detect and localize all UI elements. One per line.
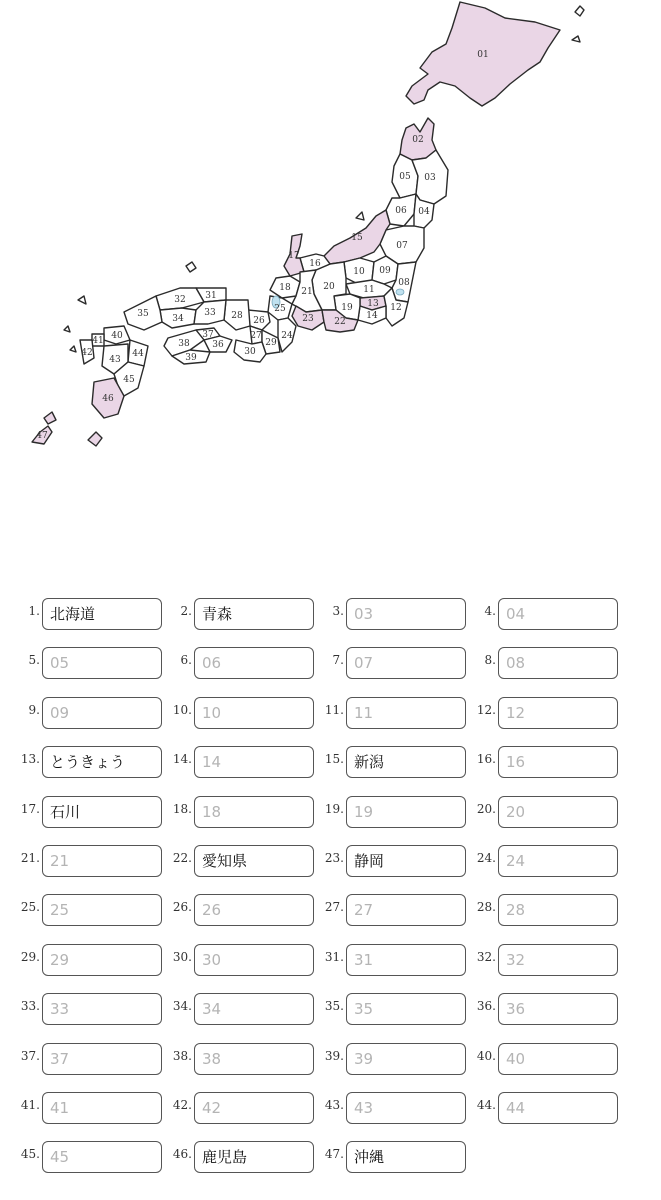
quiz-item-number: 47. bbox=[324, 1147, 344, 1162]
answer-field[interactable]: 03 bbox=[346, 598, 466, 630]
answer-field[interactable]: 09 bbox=[42, 697, 162, 729]
quiz-item bbox=[318, 790, 470, 839]
island-shape bbox=[78, 296, 86, 304]
answer-field[interactable]: 14 bbox=[194, 746, 314, 778]
answer-field[interactable]: 26 bbox=[194, 894, 314, 926]
map-label-41: 41 bbox=[92, 336, 104, 346]
quiz-item bbox=[14, 987, 166, 1036]
map-label-46: 46 bbox=[102, 394, 114, 404]
map-label-42: 42 bbox=[81, 348, 93, 358]
island-shape bbox=[186, 262, 196, 272]
quiz-item-number: 31. bbox=[324, 949, 344, 964]
map-label-03: 03 bbox=[424, 173, 436, 183]
quiz-item bbox=[318, 888, 470, 937]
map-label-13: 13 bbox=[367, 299, 379, 309]
answer-field[interactable]: 24 bbox=[498, 845, 618, 877]
answer-field[interactable]: 11 bbox=[346, 697, 466, 729]
answer-field[interactable]: 44 bbox=[498, 1092, 618, 1124]
quiz-item-number: 27. bbox=[324, 900, 344, 915]
map-label-01: 01 bbox=[477, 50, 489, 60]
quiz-item bbox=[14, 839, 166, 888]
quiz-item-number: 18. bbox=[172, 801, 192, 816]
answer-field[interactable]: 沖縄 bbox=[346, 1141, 466, 1173]
map-label-47: 47 bbox=[36, 431, 48, 441]
quiz-item-number: 7. bbox=[332, 653, 344, 668]
island-shape bbox=[70, 346, 76, 352]
island-shape bbox=[88, 432, 102, 446]
quiz-item bbox=[318, 1037, 470, 1086]
map-label-18: 18 bbox=[279, 283, 291, 293]
answer-field[interactable]: 27 bbox=[346, 894, 466, 926]
map-label-11: 11 bbox=[363, 285, 375, 295]
answer-field[interactable]: 30 bbox=[194, 944, 314, 976]
answer-field[interactable]: 18 bbox=[194, 796, 314, 828]
answer-field[interactable]: 愛知県 bbox=[194, 845, 314, 877]
quiz-item-number: 3. bbox=[332, 604, 344, 618]
quiz-item-number: 33. bbox=[20, 999, 40, 1014]
quiz-item-number: 4. bbox=[484, 604, 496, 618]
map-label-10: 10 bbox=[353, 267, 365, 277]
map-label-05: 05 bbox=[399, 172, 411, 182]
quiz-item-number: 9. bbox=[28, 702, 40, 717]
quiz-item bbox=[470, 641, 622, 690]
answer-field[interactable]: 12 bbox=[498, 697, 618, 729]
answer-field[interactable]: 10 bbox=[194, 697, 314, 729]
quiz-item-number: 34. bbox=[172, 999, 192, 1014]
quiz-item bbox=[166, 1135, 318, 1184]
answer-field[interactable]: 31 bbox=[346, 944, 466, 976]
quiz-item-number: 8. bbox=[484, 653, 496, 668]
map-label-06: 06 bbox=[395, 206, 407, 216]
island-shape bbox=[575, 6, 584, 16]
island-shape bbox=[572, 36, 580, 42]
map-label-16: 16 bbox=[309, 259, 321, 269]
quiz-item bbox=[318, 592, 470, 641]
quiz-item-number: 24. bbox=[476, 850, 496, 865]
map-label-04: 04 bbox=[418, 207, 430, 217]
quiz-item bbox=[14, 1135, 166, 1184]
quiz-item-number: 12. bbox=[476, 702, 496, 717]
quiz-item bbox=[318, 691, 470, 740]
answer-field[interactable]: 43 bbox=[346, 1092, 466, 1124]
map-label-44: 44 bbox=[132, 349, 144, 359]
map-label-07: 07 bbox=[396, 241, 408, 251]
map-label-37: 37 bbox=[202, 330, 214, 340]
quiz-item bbox=[318, 740, 470, 789]
quiz-item bbox=[166, 592, 318, 641]
quiz-item bbox=[470, 1037, 622, 1086]
answer-field[interactable]: 36 bbox=[498, 993, 618, 1025]
quiz-item bbox=[166, 691, 318, 740]
answer-field[interactable]: 08 bbox=[498, 647, 618, 679]
quiz-item bbox=[166, 938, 318, 987]
quiz-item-number: 42. bbox=[172, 1097, 192, 1112]
answer-field[interactable]: 青森 bbox=[194, 598, 314, 630]
answer-field[interactable]: とうきょう bbox=[42, 746, 162, 778]
map-label-20: 20 bbox=[323, 282, 335, 292]
quiz-item-number: 10. bbox=[172, 702, 192, 717]
quiz-item-number: 37. bbox=[20, 1048, 40, 1063]
answer-field[interactable]: 19 bbox=[346, 796, 466, 828]
quiz-item bbox=[14, 691, 166, 740]
quiz-item bbox=[166, 1037, 318, 1086]
quiz-item bbox=[166, 1086, 318, 1135]
map-label-32: 32 bbox=[174, 295, 186, 305]
quiz-item bbox=[318, 938, 470, 987]
answer-field[interactable]: 28 bbox=[498, 894, 618, 926]
answer-field[interactable]: 32 bbox=[498, 944, 618, 976]
answer-field[interactable]: 33 bbox=[42, 993, 162, 1025]
quiz-item bbox=[318, 641, 470, 690]
map-label-33: 33 bbox=[204, 308, 216, 318]
map-label-17: 17 bbox=[288, 251, 300, 261]
quiz-item-number: 30. bbox=[172, 949, 192, 964]
quiz-item-number: 13. bbox=[20, 752, 40, 767]
answer-field[interactable]: 39 bbox=[346, 1043, 466, 1075]
map-label-43: 43 bbox=[109, 355, 121, 365]
quiz-item bbox=[318, 1135, 470, 1184]
answer-field[interactable]: 40 bbox=[498, 1043, 618, 1075]
map-label-34: 34 bbox=[172, 314, 184, 324]
island-shape bbox=[44, 412, 56, 424]
map-label-27: 27 bbox=[250, 331, 262, 341]
quiz-item bbox=[14, 740, 166, 789]
quiz-item-number: 25. bbox=[20, 900, 40, 915]
quiz-item-number: 16. bbox=[476, 752, 496, 767]
quiz-item-number: 19. bbox=[324, 801, 344, 816]
quiz-item bbox=[470, 1086, 622, 1135]
quiz-item bbox=[14, 641, 166, 690]
quiz-item-number: 41. bbox=[20, 1097, 40, 1112]
quiz-item-number: 40. bbox=[476, 1048, 496, 1063]
answer-field[interactable]: 06 bbox=[194, 647, 314, 679]
map-label-25: 25 bbox=[274, 304, 286, 314]
quiz-item bbox=[318, 1086, 470, 1135]
quiz-item bbox=[470, 987, 622, 1036]
quiz-item-number: 39. bbox=[324, 1048, 344, 1063]
quiz-item bbox=[470, 888, 622, 937]
quiz-item bbox=[166, 987, 318, 1036]
quiz-item-number: 5. bbox=[28, 653, 40, 668]
answer-field[interactable]: 45 bbox=[42, 1141, 162, 1173]
answer-field[interactable]: 05 bbox=[42, 647, 162, 679]
quiz-item bbox=[470, 839, 622, 888]
quiz-item-number: 6. bbox=[180, 653, 192, 668]
answer-field[interactable]: 16 bbox=[498, 746, 618, 778]
map-label-22: 22 bbox=[334, 317, 346, 327]
answer-field[interactable]: 37 bbox=[42, 1043, 162, 1075]
quiz-item-number: 29. bbox=[20, 949, 40, 964]
answer-field[interactable]: 静岡 bbox=[346, 845, 466, 877]
map-label-28: 28 bbox=[231, 311, 243, 321]
quiz-item-number: 15. bbox=[324, 752, 344, 767]
map-label-31: 31 bbox=[205, 291, 217, 301]
quiz-item bbox=[470, 592, 622, 641]
answer-field[interactable]: 41 bbox=[42, 1092, 162, 1124]
answer-field[interactable]: 21 bbox=[42, 845, 162, 877]
quiz-item bbox=[470, 691, 622, 740]
answer-field[interactable]: 鹿児島 bbox=[194, 1141, 314, 1173]
answer-field[interactable]: 石川 bbox=[42, 796, 162, 828]
quiz-item bbox=[318, 839, 470, 888]
map-label-40: 40 bbox=[111, 331, 123, 341]
quiz-item bbox=[470, 938, 622, 987]
lake-kasumigaura bbox=[396, 289, 404, 295]
quiz-item bbox=[14, 1086, 166, 1135]
map-label-39: 39 bbox=[185, 353, 197, 363]
quiz-item bbox=[14, 790, 166, 839]
quiz-item-number: 21. bbox=[20, 850, 40, 865]
map-label-09: 09 bbox=[379, 266, 391, 276]
map-label-36: 36 bbox=[212, 340, 224, 350]
map-label-30: 30 bbox=[244, 347, 256, 357]
quiz-item bbox=[166, 740, 318, 789]
quiz-item-number: 20. bbox=[476, 801, 496, 816]
quiz-item-number: 45. bbox=[20, 1147, 40, 1162]
map-label-29: 29 bbox=[265, 338, 277, 348]
quiz-item bbox=[14, 592, 166, 641]
quiz-item-number: 1. bbox=[28, 604, 40, 618]
answer-field[interactable]: 07 bbox=[346, 647, 466, 679]
map-label-23: 23 bbox=[302, 314, 314, 324]
map-label-14: 14 bbox=[366, 311, 378, 321]
map-label-02: 02 bbox=[412, 135, 424, 145]
quiz-item bbox=[166, 641, 318, 690]
answer-field[interactable]: 35 bbox=[346, 993, 466, 1025]
map-label-19: 19 bbox=[341, 303, 353, 313]
map-label-21: 21 bbox=[301, 287, 313, 297]
japan-prefecture-map bbox=[0, 0, 661, 470]
quiz-item bbox=[318, 987, 470, 1036]
quiz-item-number: 43. bbox=[324, 1097, 344, 1112]
quiz-item bbox=[14, 888, 166, 937]
map-label-24: 24 bbox=[281, 331, 293, 341]
quiz-item-number: 36. bbox=[476, 999, 496, 1014]
quiz-item bbox=[14, 1037, 166, 1086]
map-label-45: 45 bbox=[123, 375, 135, 385]
answer-field[interactable]: 25 bbox=[42, 894, 162, 926]
answer-field[interactable]: 29 bbox=[42, 944, 162, 976]
answer-field[interactable]: 38 bbox=[194, 1043, 314, 1075]
answer-field[interactable]: 42 bbox=[194, 1092, 314, 1124]
map-label-15: 15 bbox=[351, 233, 363, 243]
answer-field[interactable]: 20 bbox=[498, 796, 618, 828]
quiz-item-number: 2. bbox=[180, 604, 192, 618]
quiz-item-number: 14. bbox=[172, 752, 192, 767]
quiz-item-number: 35. bbox=[324, 999, 344, 1014]
quiz-item-number: 22. bbox=[172, 850, 192, 865]
map-label-12: 12 bbox=[390, 303, 402, 313]
quiz-item bbox=[166, 839, 318, 888]
answer-field[interactable]: 新潟 bbox=[346, 746, 466, 778]
quiz-item bbox=[14, 938, 166, 987]
quiz-item-number: 32. bbox=[476, 949, 496, 964]
quiz-item bbox=[470, 740, 622, 789]
quiz-item-number: 17. bbox=[20, 801, 40, 816]
quiz-item bbox=[166, 888, 318, 937]
island-shape bbox=[356, 212, 364, 220]
answer-field[interactable]: 04 bbox=[498, 598, 618, 630]
quiz-item-number: 23. bbox=[324, 850, 344, 865]
quiz-item-number: 28. bbox=[476, 900, 496, 915]
map-label-26: 26 bbox=[253, 316, 265, 326]
quiz-item-number: 46. bbox=[172, 1147, 192, 1162]
quiz-item-number: 44. bbox=[476, 1097, 496, 1112]
answer-field[interactable]: 34 bbox=[194, 993, 314, 1025]
map-label-35: 35 bbox=[137, 309, 149, 319]
island-shape bbox=[64, 326, 70, 332]
quiz-item bbox=[166, 790, 318, 839]
map-label-08: 08 bbox=[398, 278, 410, 288]
quiz-item-number: 38. bbox=[172, 1048, 192, 1063]
quiz-item-number: 11. bbox=[324, 702, 344, 717]
answer-field[interactable]: 北海道 bbox=[42, 598, 162, 630]
quiz-item-number: 26. bbox=[172, 900, 192, 915]
map-label-38: 38 bbox=[178, 339, 190, 349]
prefecture-quiz-grid bbox=[0, 592, 661, 1185]
quiz-item bbox=[470, 790, 622, 839]
